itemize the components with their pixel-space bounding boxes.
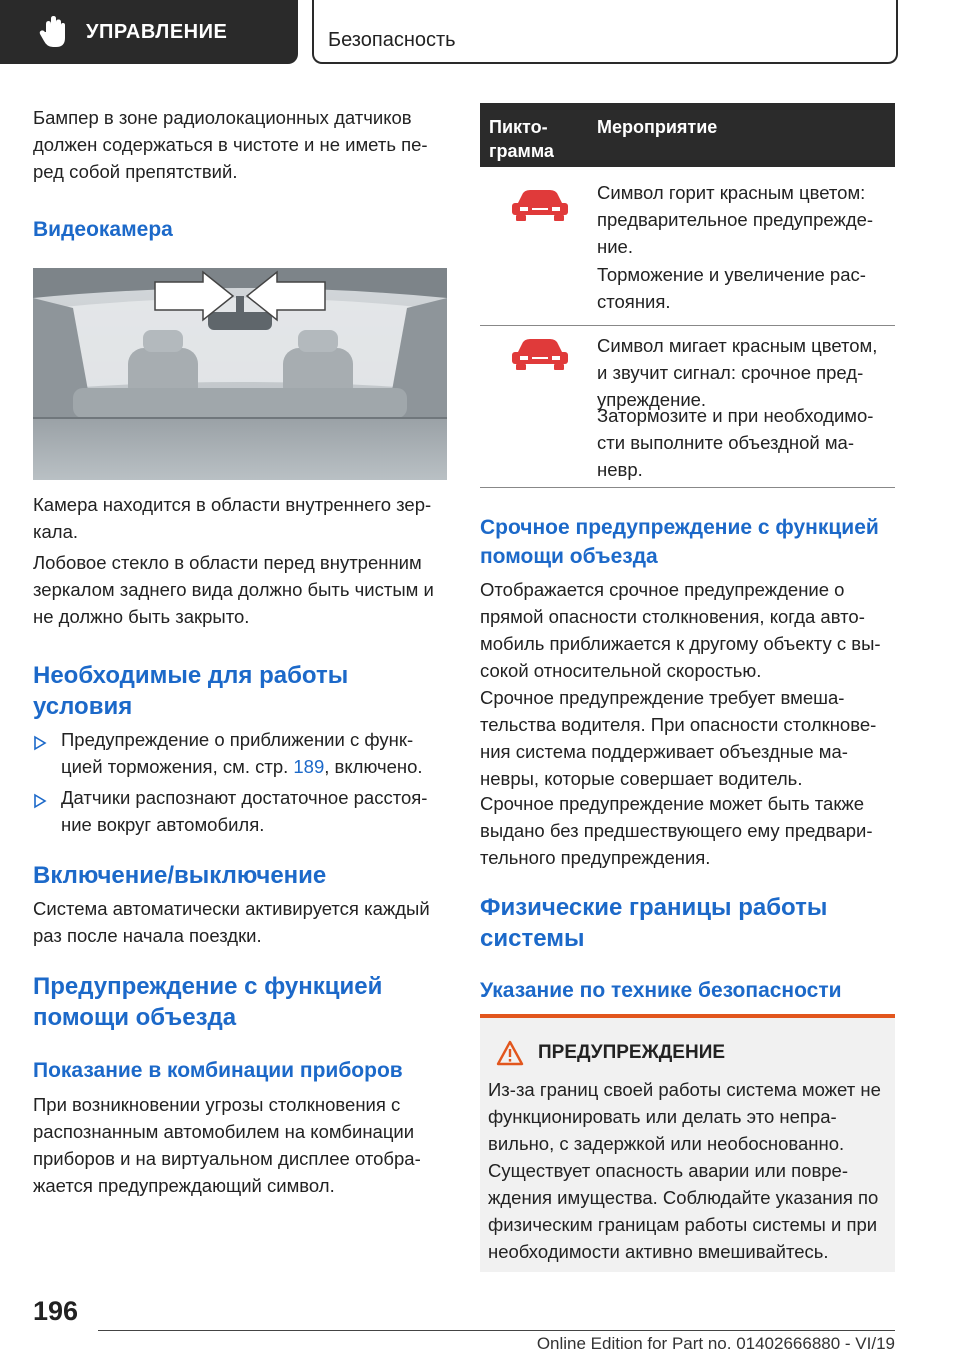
footer-divider bbox=[98, 1330, 895, 1331]
red-car-icon bbox=[510, 338, 570, 372]
page-number: 196 bbox=[33, 1296, 79, 1326]
cluster-paragraph: При возникновении угрозы столкновения с распознанным автомобилем на комбинации приборов и на виртуальном дисплее отобра-жается предупреждающий символ. bbox=[33, 1094, 421, 1196]
urgent-paragraph-1: Отображается срочное предупреждение о прямой опасности столкновения, когда авто-мобиль приближается к другому объекту с вы-сокой относительной скоростью. bbox=[480, 579, 881, 681]
bullet-item-2 bbox=[33, 784, 447, 838]
cluster-heading: Показание в комбинации приборов bbox=[33, 1059, 403, 1082]
row1-text-2: Торможение и увеличение рас-стояния. bbox=[597, 264, 866, 312]
car-interior-illustration bbox=[33, 268, 447, 480]
warning-title-row bbox=[480, 1040, 895, 1066]
table-header bbox=[480, 103, 895, 167]
onoff-heading: Включение/выключение bbox=[33, 862, 327, 889]
bullet-text-1: Предупреждение о приближении с функ-цией торможения, см. стр. 189, включено. bbox=[61, 729, 423, 777]
camera-photo bbox=[33, 268, 447, 480]
section-label: УПРАВЛЕНИЕ bbox=[86, 20, 228, 43]
camera-paragraph-1: Камера находится в области внутреннего зер-кала. bbox=[33, 494, 432, 542]
triangle-bullet-icon bbox=[33, 793, 47, 809]
camera-paragraph-2: Лобовое стекло в области перед внутренним зеркалом заднего вида должно быть чистым и не должно быть закрыто. bbox=[33, 552, 434, 627]
urgent-heading: Срочное предупреждение с функцией помощи объезда bbox=[480, 516, 879, 568]
warning-text: Из-за границ своей работы система может не функционировать или делать это непра-вильно, с задержкой или необоснованно. Существует опасность аварии или повре-ждения имущества. Соблюдайте указания по физическим границам работы системы и при необходимости активно вмешивайтесь. bbox=[488, 1079, 881, 1262]
onoff-paragraph: Система автоматически активируется каждый раз после начала поездки. bbox=[33, 898, 430, 946]
triangle-bullet-icon bbox=[33, 735, 47, 751]
bullet-item-1 bbox=[33, 726, 447, 780]
warn-func-heading: Предупреждение с функцией помощи объезда bbox=[33, 973, 383, 1031]
urgent-paragraph-2: Срочное предупреждение требует вмеша-тельства водителя. При опасности столкнове-ния система поддерживает объездные ма-невры, которые совершает водитель. bbox=[480, 687, 877, 789]
limits-heading: Физические границы работы системы bbox=[480, 894, 828, 952]
col-pictogram: Пикто-грамма bbox=[489, 117, 554, 161]
safety-heading: Указание по технике безопасности bbox=[480, 979, 842, 1002]
col-measure: Мероприятие bbox=[597, 117, 718, 137]
table-row bbox=[480, 167, 895, 325]
table-row bbox=[480, 326, 895, 486]
chapter-header bbox=[312, 0, 898, 64]
section-tab bbox=[0, 0, 298, 64]
red-car-icon bbox=[510, 189, 570, 223]
row2-text-1: Символ мигает красным цветом, и звучит сигнал: срочное пред-упреждение. bbox=[597, 335, 878, 410]
intro-paragraph: Бампер в зоне радиолокационных датчиков должен содержаться в чистоте и не иметь пе-ред собой препятствий. bbox=[33, 107, 428, 182]
row2-text-2: Затормозите и при необходимо-сти выполните объездной ма-невр. bbox=[597, 405, 874, 480]
bullet-text-2: Датчики распознают достаточное расстоя-ние вокруг автомобиля. bbox=[61, 787, 428, 835]
conditions-heading: Необходимые для работы условия bbox=[33, 662, 349, 720]
urgent-paragraph-3: Срочное предупреждение может быть также выдано без предшествующего ему предвари-тельного предупреждения. bbox=[480, 793, 873, 868]
hand-pointer-icon bbox=[36, 14, 72, 50]
warning-title: ПРЕДУПРЕЖДЕНИЕ bbox=[538, 1042, 726, 1063]
table-divider bbox=[480, 487, 895, 488]
page-link-189[interactable]: 189 bbox=[293, 756, 325, 777]
warning-triangle-icon bbox=[496, 1040, 524, 1066]
chapter-label: Безопасность bbox=[328, 29, 456, 51]
warning-box bbox=[480, 1014, 895, 1272]
footer-edition: Online Edition for Part no. 01402666880 - VI/19 bbox=[536, 1334, 895, 1353]
row1-text-1: Символ горит красным цветом: предварительное предупрежде-ние. bbox=[597, 182, 874, 257]
camera-heading: Видеокамера bbox=[33, 218, 173, 241]
